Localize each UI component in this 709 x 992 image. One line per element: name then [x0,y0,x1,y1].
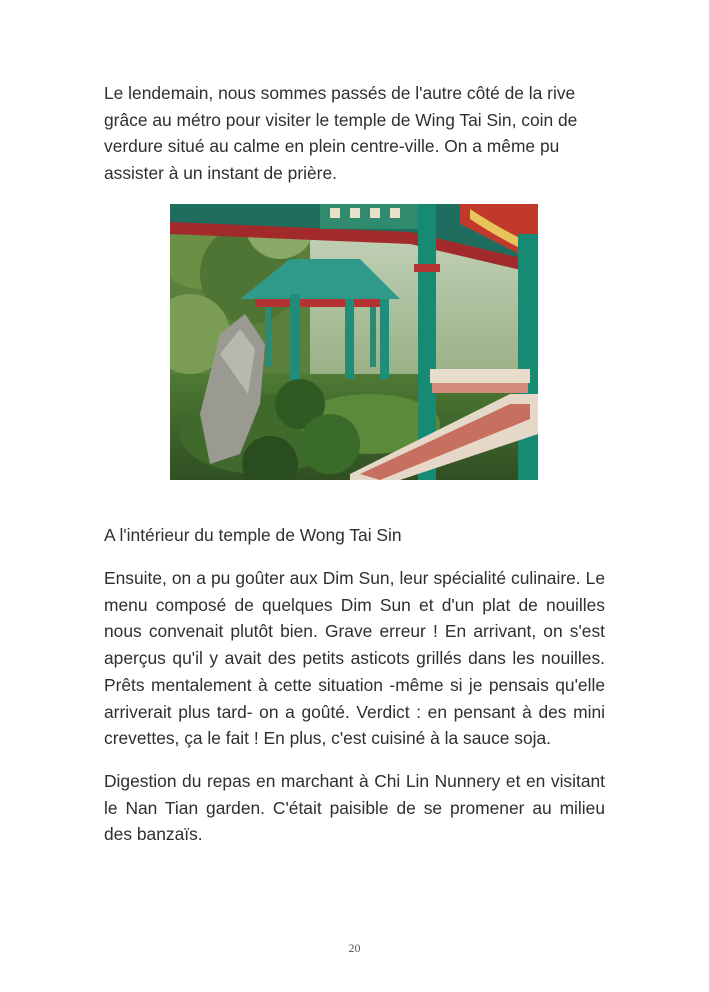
temple-photo [170,204,538,480]
paragraph-dim-sum: Ensuite, on a pu goûter aux Dim Sun, leur spécialité culinaire. Le menu composé de quelques Dim Sun et d'un plat de nouilles nous convenait plutôt bien. Grave erreur ! En arrivant, on s'est aperçus qu'il y avait des petits asticots grillés dans les nouilles. Prêts mentalement à cette situation -même si je pensais qu'elle arriverait plus tard- on a goûté. Verdict : en pensant à des mini crevettes, ça le fait ! En plus, c'est cuisiné à la sauce soja. [104,568,605,749]
body-text [104,565,605,848]
photo-caption: A l'intérieur du temple de Wong Tai Sin [104,525,402,545]
paragraph-intro: Le lendemain, nous sommes passés de l'autre côté de la rive grâce au métro pour visiter le temple de Wing Tai Sin, coin de verdure situé au calme en plein centre-ville. On a même pu assister à un instant de prière. [104,83,578,184]
page-number: 20 [348,941,361,955]
intro-block [104,80,605,187]
temple-garden-illustration [170,204,538,480]
paragraph-digestion: Digestion du repas en marchant à Chi Lin Nunnery et en visitant le Nan Tian garden. C'était paisible de se promener au milieu des banzaïs. [104,770,605,845]
